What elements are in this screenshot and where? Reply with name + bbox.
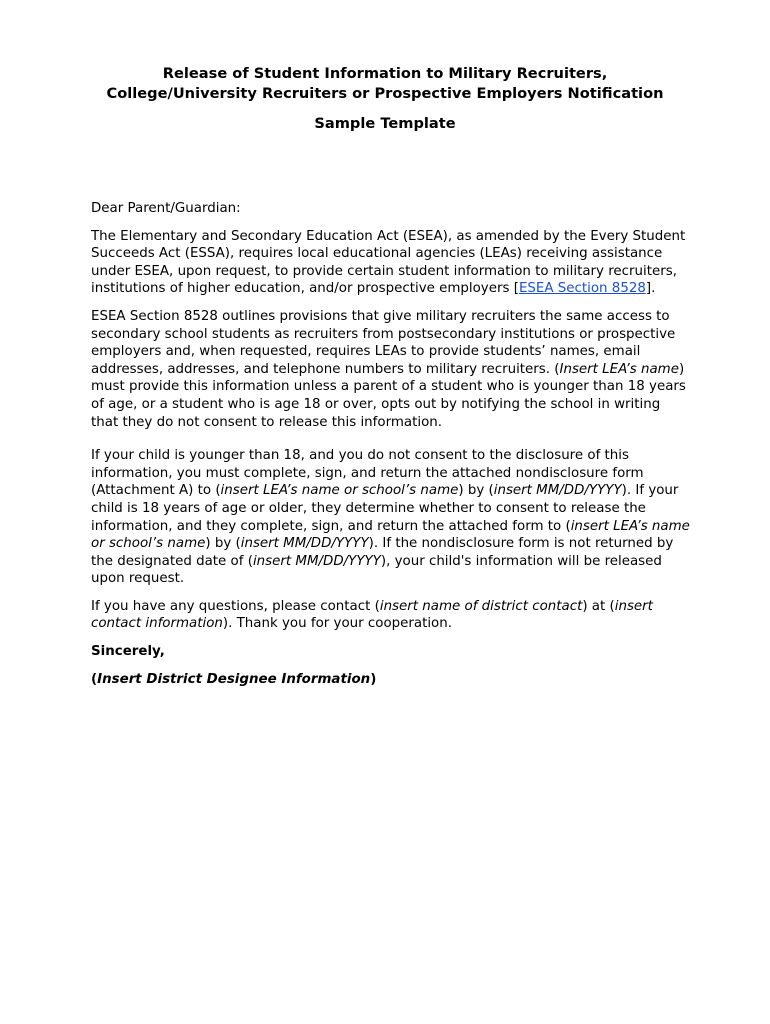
paragraph-nondisclosure	[91, 447, 691, 588]
p3-em-1: insert LEA’s name or school’s name	[220, 483, 459, 499]
p4-text-1: If you have any questions, please contact (	[91, 598, 380, 614]
p3-text-6: ), your child's information will be released upon request.	[91, 553, 662, 587]
document-title	[0, 64, 770, 104]
paragraph-section-8528	[91, 308, 691, 431]
signature-block	[91, 671, 691, 689]
p2-text-1: ESEA Section 8528 outlines provisions that give military recruiters the same access to secondary school students as recruiters from postsecondary institutions or prospective employers and, when requested, requires LEAs to provide students’ names, email addresses, addresses, and telephone numbers to military recruiters. (	[91, 308, 676, 377]
p3-text-2: ) by (	[458, 483, 494, 499]
document-subtitle: Sample Template	[314, 115, 456, 132]
signature-open: (	[91, 671, 98, 687]
title-line-1: Release of Student Information to Military Recruiters,	[162, 65, 608, 82]
p3-text-3: ). If your child is 18 years of age or older, they determine whether to consent to release the information, and they complete, sign, and return the attached form to (	[91, 483, 679, 534]
p4-text-2: ) at (	[582, 598, 615, 614]
p4-text-3: ). Thank you for your cooperation.	[222, 616, 452, 632]
p3-text-4: ) by (	[205, 536, 241, 552]
closing: Sincerely,	[91, 644, 165, 660]
p3-text-5: ). If the nondisclosure form is not returned by the designated date of (	[91, 536, 674, 569]
esea-section-8528-link[interactable]: ESEA Section 8528	[518, 281, 646, 297]
salutation: Dear Parent/Guardian:	[91, 201, 241, 216]
letter-body	[91, 200, 691, 698]
p3-text-1: If your child is younger than 18, and you do not consent to the disclosure of this information, you must complete, sign, and return the attached nondisclosure form (Attachment A) to (	[91, 448, 644, 499]
p3-em-2: insert MM/DD/YYYY	[493, 483, 622, 499]
p4-em-1: insert name of district contact	[379, 598, 583, 614]
paragraph-essa	[91, 228, 691, 298]
p3-em-4: insert MM/DD/YYYY	[240, 536, 369, 552]
title-line-2: College/University Recruiters or Prospective Employers Notification	[106, 85, 664, 102]
p2-em-1: Insert LEA’s name	[559, 361, 679, 377]
signature-close: )	[370, 671, 377, 687]
paragraph-essa-end: ].	[645, 281, 656, 297]
p2-text-2: ) must provide this information unless a parent of a student who is younger than 18 years of age, or a student who is age 18 or over, opts out by notifying the school in writing that they do not consent to release this information.	[91, 361, 686, 430]
paragraph-questions	[91, 598, 691, 633]
paragraph-essa-text: The Elementary and Secondary Education Act (ESEA), as amended by the Every Student Succeeds Act (ESSA), requires local educational agencies (LEAs) receiving assistance under ESEA, upon request, to provide certain student information to military recruiters, institutions of higher education, and/or prospective employers [	[91, 228, 686, 297]
signature-designee: Insert District Designee Information	[97, 671, 371, 687]
p3-em-5: insert MM/DD/YYYY	[252, 553, 381, 569]
p4-em-2: insert contact information	[91, 598, 653, 632]
p3-em-3: insert LEA’s name or school’s name	[91, 518, 690, 552]
